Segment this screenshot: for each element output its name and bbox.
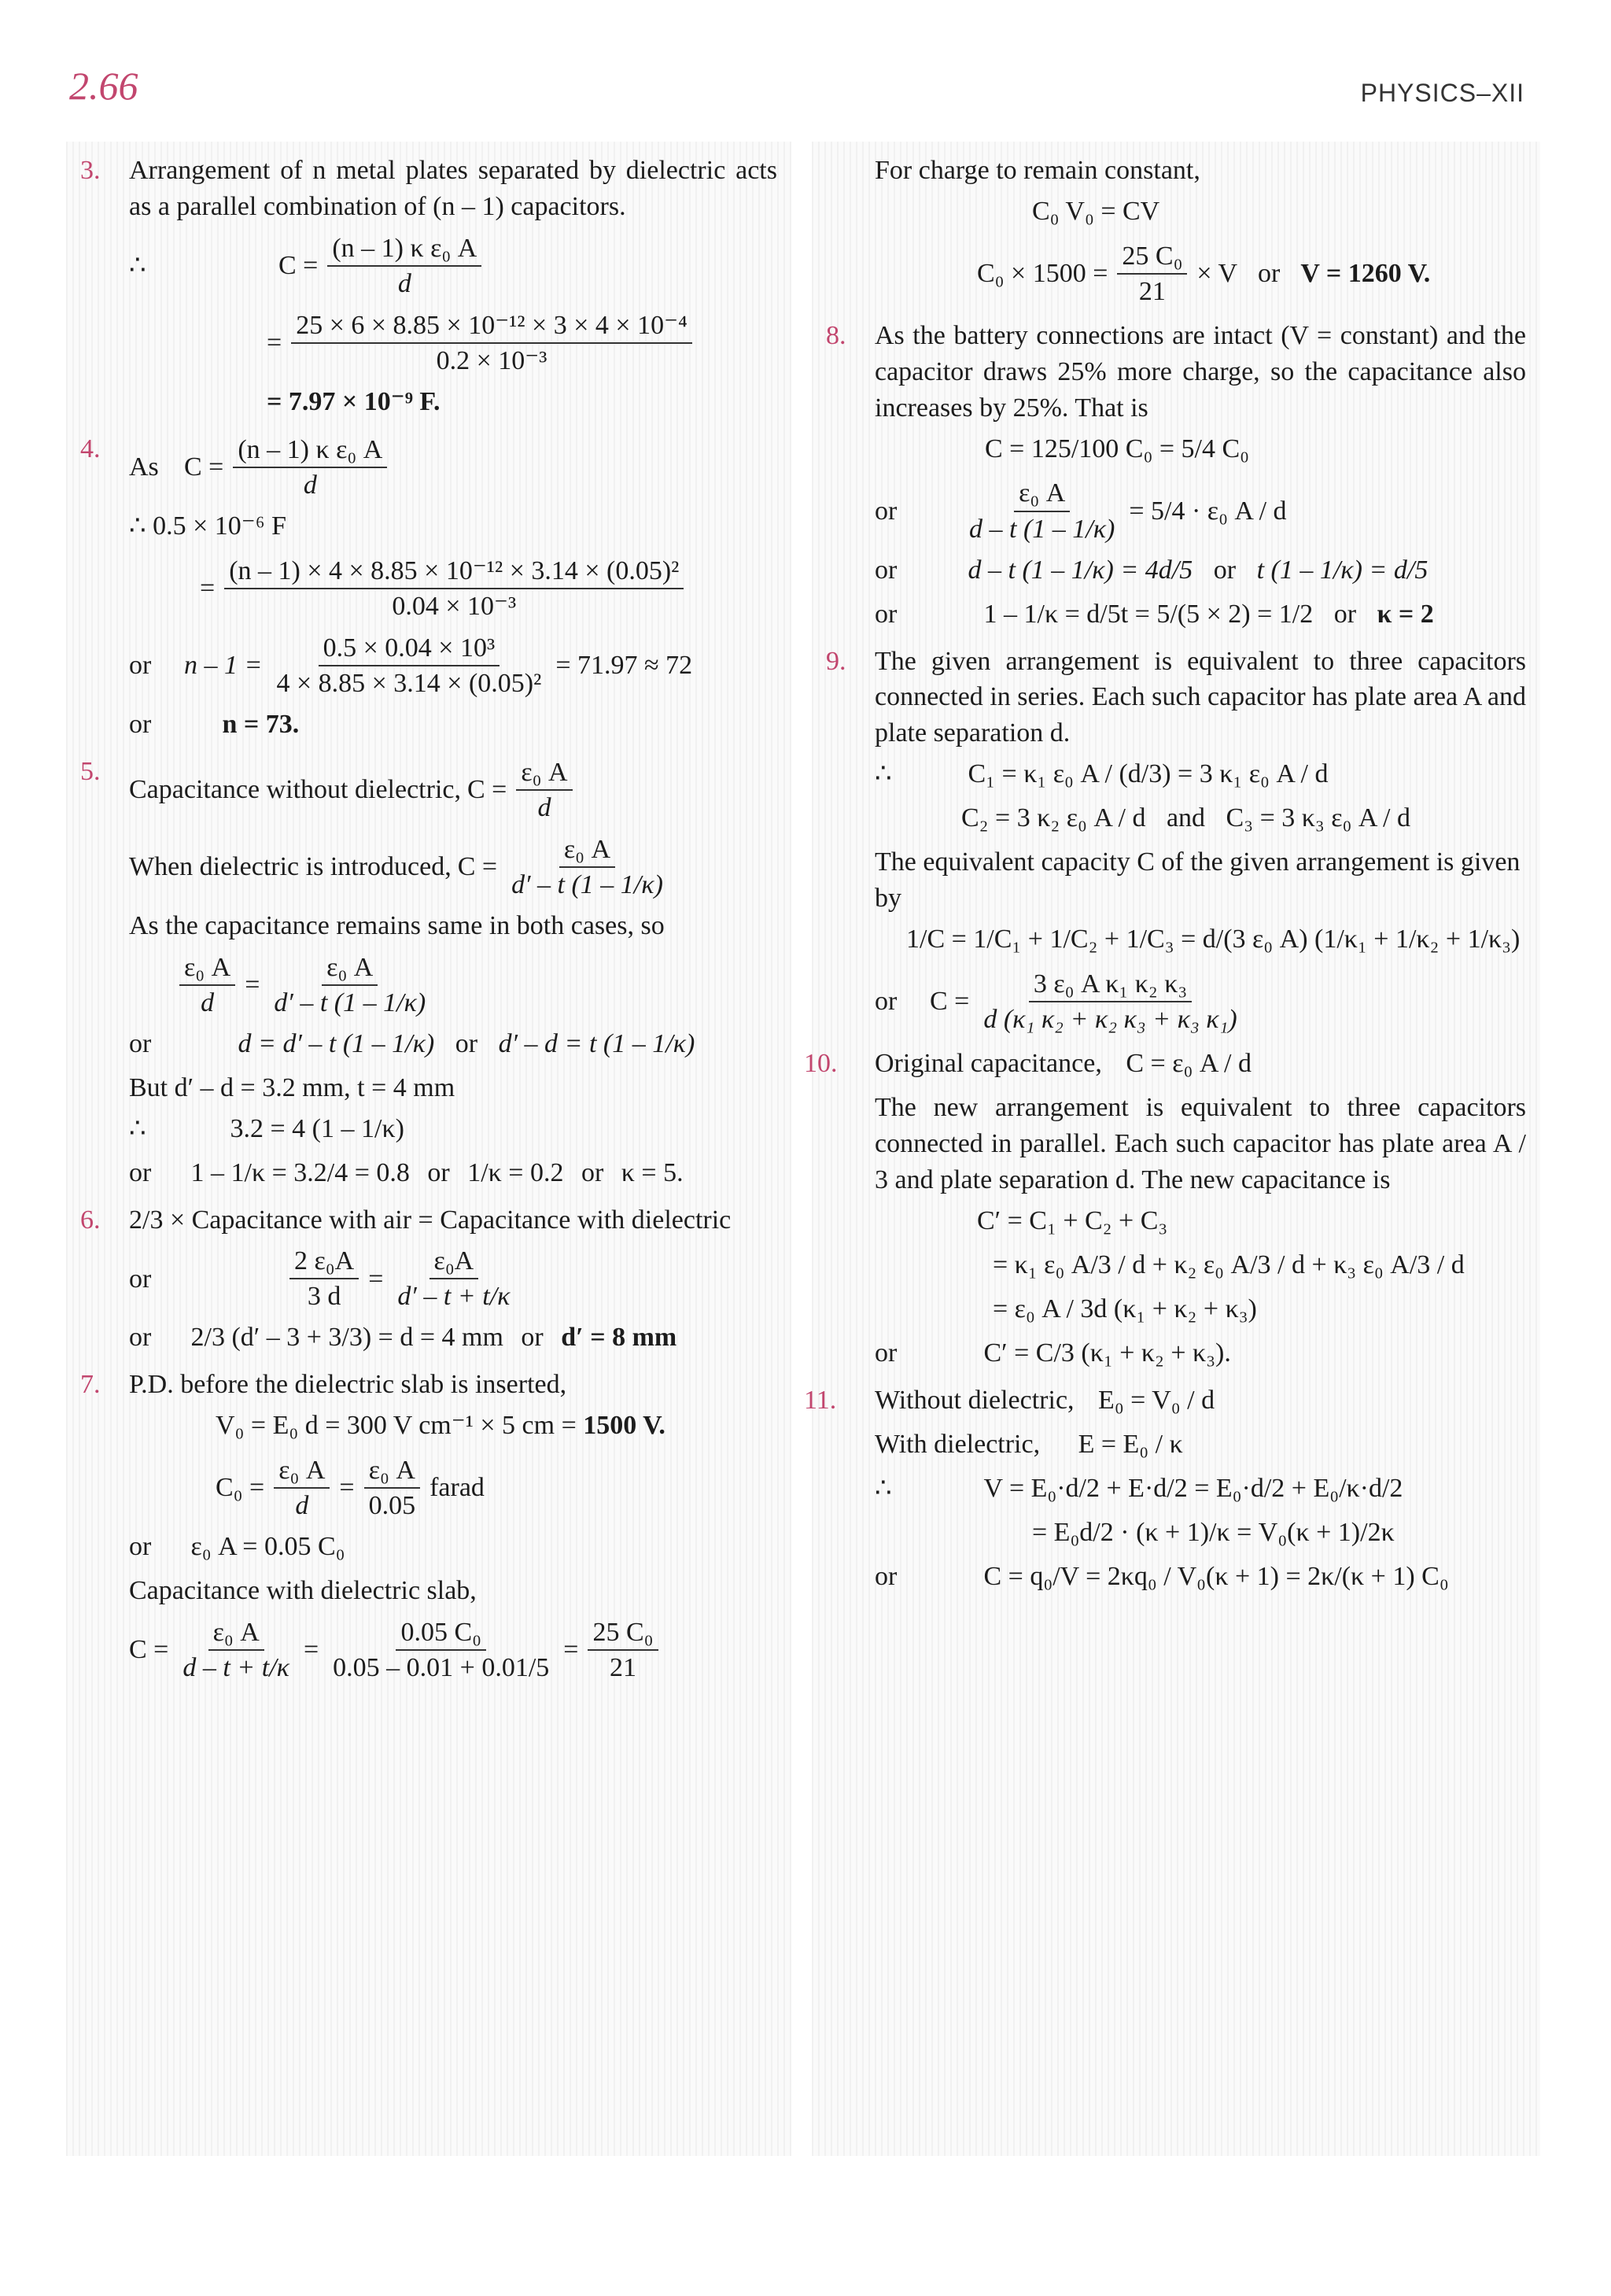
or-label: or	[875, 987, 898, 1017]
or-label: or	[581, 1157, 604, 1187]
equation: = ε₀ A / 3d (κ₁ + κ₂ + κ₃)	[993, 1294, 1257, 1323]
eq-text: C₁ = κ₁ ε₀ A / (d/3) = 3 κ₁ ε₀ A / d	[968, 759, 1329, 789]
equation: C = 125/100 C₀ = 5/4 C₀	[985, 434, 1249, 463]
numerator: 25 × 6 × 8.85 × 10⁻¹² × 3 × 4 × 10⁻⁴	[291, 310, 692, 344]
numerator: (n – 1) κ ε₀ A	[327, 233, 481, 267]
or-label: or	[129, 1532, 152, 1562]
equation	[129, 431, 777, 504]
fraction	[516, 757, 572, 823]
eq-text: C = ε₀ A / d	[1126, 1049, 1252, 1079]
fraction	[274, 1455, 330, 1521]
eq-text: ε₀ A = 0.05 C₀	[190, 1532, 345, 1562]
or-label: or	[875, 555, 898, 585]
result: κ = 2	[1377, 599, 1434, 629]
or-label: or	[521, 1323, 544, 1353]
equation	[875, 1559, 1526, 1598]
eq-lhs: n – 1 =	[184, 650, 263, 680]
eq-text: t (1 – 1/κ) = d/5	[1256, 555, 1429, 585]
page-number: 2.66	[69, 64, 138, 108]
eq-text: E₀ = V₀ / d	[1098, 1385, 1215, 1415]
numerator: (n – 1) × 4 × 8.85 × 10⁻¹² × 3.14 × (0.05)²	[224, 556, 684, 589]
result: d′ = 8 mm	[561, 1323, 677, 1353]
solution-text: The equivalent capacity C of the given arrangement is given by	[875, 847, 1521, 914]
numerator: 25 C₀	[588, 1617, 658, 1651]
fraction	[178, 1617, 294, 1683]
equation	[875, 756, 1526, 795]
equation	[875, 238, 1526, 310]
eq-text: 2/3 (d′ – 3 + 3/3) = d = 4 mm	[190, 1323, 503, 1353]
solution-number: 11.	[804, 1385, 837, 1415]
eq-text: V₀ = E₀ d = 300 V cm⁻¹ × 5 cm =	[216, 1411, 577, 1441]
eq-text: E = E₀ / κ	[1078, 1429, 1183, 1459]
or-label: or	[129, 1323, 152, 1353]
result: = 7.97 × 10⁻⁹ F.	[267, 386, 441, 416]
equation: $\frac{\text{ε₀ A}}{d}$ = $\frac{\text{ε₀ A}}{d' - t (1 - 1/\kappa)}$	[129, 949, 777, 1021]
eq-text: × V	[1196, 258, 1238, 288]
denominator: d (κ₁ κ₂ + κ₂ κ₃ + κ₃ κ₁)	[983, 1005, 1237, 1035]
subject-title: PHYSICS–XII	[1360, 79, 1524, 107]
solution-text: With dielectric,	[875, 1429, 1041, 1459]
and-label: and	[1166, 803, 1206, 833]
fraction	[271, 633, 546, 699]
equation: or $\frac{\text{2 ε₀A}}{3 d}$ = $\frac{\text{ε₀A}}{d' - t + t/\kappa}$	[129, 1242, 777, 1315]
eq-text: d = d′ – t (1 – 1/κ)	[238, 1028, 435, 1058]
equation: C = $\frac{\text{ε₀ A}}{d - t + t/\kappa}$ = $\frac{\text{0.05 C₀}}{0.05 - 0.01 + 0.01/5}$ = $\frac{\text{25 C₀}}{21}$	[129, 1614, 777, 1686]
or-label: or	[455, 1028, 478, 1058]
denominator: 0.05	[368, 1491, 416, 1521]
fraction	[964, 478, 1119, 544]
solution-10	[804, 1046, 1526, 1375]
equation	[875, 965, 1526, 1038]
equation	[875, 475, 1526, 548]
or-label: or	[1258, 258, 1281, 288]
result: 1500 V.	[583, 1411, 665, 1441]
solution-text: As the capacitance remains same in both cases, so	[129, 910, 665, 940]
or-label: or	[875, 599, 898, 629]
equation	[129, 1155, 777, 1194]
denominator: d	[201, 987, 215, 1017]
denominator: 4 × 8.85 × 3.14 × (0.05)²	[276, 668, 542, 698]
fraction	[328, 1617, 554, 1683]
eq-text: d′ – d = t (1 – 1/κ)	[498, 1028, 695, 1058]
solution-number: 3.	[80, 156, 101, 185]
unit: farad	[429, 1473, 485, 1503]
denominator: d	[295, 1491, 309, 1521]
denominator: d	[397, 268, 411, 298]
therefore-symbol: ∴	[875, 1473, 892, 1503]
solution-text: Original capacitance,	[875, 1049, 1102, 1079]
solution-text: Without dielectric,	[875, 1385, 1075, 1415]
equation	[129, 831, 777, 903]
equation	[129, 707, 777, 746]
solution-4	[80, 431, 777, 746]
equation	[216, 1408, 777, 1447]
eq-text: d – t (1 – 1/κ) = 4d/5	[968, 555, 1193, 585]
solution-text: But d′ – d = 3.2 mm, t = 4 mm	[129, 1072, 455, 1102]
fraction	[1117, 241, 1187, 307]
solution-7	[80, 1367, 777, 1686]
equation	[875, 1046, 1526, 1085]
equation	[129, 754, 777, 826]
fraction	[507, 834, 668, 900]
solution-text: Arrangement of n metal plates separated by dielectric acts as a parallel combination of (n – 1) capacitors.	[129, 156, 777, 221]
eq-lhs: C =	[129, 1635, 169, 1665]
equation: = κ₁ ε₀ A/3 / d + κ₂ ε₀ A/3 / d + κ₃ ε₀ A/3 / d	[993, 1250, 1465, 1279]
or-label: or	[875, 1561, 898, 1591]
equation	[961, 800, 1526, 840]
solution-text: As the battery connections are intact (V = constant) and the capacitor draws 25% more charge, so the capacitance also increases by 25%. That is	[875, 320, 1526, 423]
numerator: 3 ε₀ A κ₁ κ₂ κ₃	[1029, 969, 1192, 1002]
equation	[875, 1427, 1526, 1466]
eq-lhs: C =	[930, 987, 970, 1017]
or-label: or	[129, 1157, 152, 1187]
left-column	[66, 142, 791, 2156]
eq-lhs: C =	[184, 452, 224, 482]
equation	[875, 1382, 1526, 1422]
or-label: or	[427, 1157, 450, 1187]
denominator: 0.2 × 10⁻³	[436, 345, 547, 375]
denominator: 0.05 – 0.01 + 0.01/5	[333, 1653, 550, 1683]
fraction	[291, 310, 692, 376]
solution-text: Capacitance with dielectric slab,	[129, 1576, 477, 1606]
solution-text: P.D. before the dielectric slab is inserted,	[129, 1370, 567, 1400]
numerator: ε₀ A	[1014, 478, 1070, 511]
eq-result: = 71.97 ≈ 72	[555, 650, 693, 680]
equation	[875, 1471, 1526, 1510]
eq-text: C₃ = 3 κ₃ ε₀ A / d	[1226, 803, 1410, 833]
fraction	[269, 952, 430, 1018]
right-column	[804, 142, 1540, 2156]
eq-text: 1/κ = 0.2	[467, 1157, 564, 1187]
numerator: ε₀ A	[208, 1617, 264, 1651]
numerator: ε₀A	[429, 1246, 479, 1279]
solution-11	[804, 1382, 1526, 1598]
denominator: d′ – t (1 – 1/κ)	[274, 987, 426, 1017]
equation	[129, 629, 777, 702]
solution-number: 5.	[80, 756, 101, 786]
equation	[129, 1026, 777, 1065]
therefore-symbol: ∴	[129, 1113, 146, 1143]
fraction	[327, 233, 481, 299]
solution-9	[826, 644, 1526, 1038]
denominator: d – t + t/κ	[182, 1653, 289, 1683]
therefore-symbol: ∴	[129, 250, 146, 280]
solution-number: 6.	[80, 1205, 101, 1235]
fraction	[364, 1455, 421, 1521]
equation	[875, 552, 1526, 592]
equation: C₀ = $\frac{\text{ε₀ A}}{d}$ = $\frac{\text{ε₀ A}}{0.05}$ farad	[216, 1456, 485, 1521]
denominator: d – t (1 – 1/κ)	[969, 514, 1115, 544]
eq-lhs: C₀ =	[216, 1473, 265, 1503]
or-label: or	[129, 1028, 152, 1058]
eq-text: = 5/4 · ε₀ A / d	[1129, 496, 1287, 526]
eq-lhs: C =	[466, 774, 507, 804]
numerator: 2 ε₀A	[289, 1246, 359, 1279]
equation	[875, 1335, 1526, 1375]
solution-7-continued	[826, 153, 1526, 310]
denominator: 21	[609, 1653, 636, 1683]
denominator: d′ – t (1 – 1/κ)	[511, 869, 663, 899]
denominator: 0.04 × 10⁻³	[392, 591, 517, 621]
denominator: d′ – t + t/κ	[397, 1282, 511, 1312]
fraction	[179, 952, 235, 1018]
numerator: ε₀ A	[559, 834, 615, 868]
as-label: As	[129, 452, 159, 482]
numerator: ε₀ A	[179, 952, 235, 986]
numerator: ε₀ A	[322, 952, 378, 986]
eq-text: C₂ = 3 κ₂ ε₀ A / d	[961, 803, 1146, 833]
equation	[875, 596, 1526, 636]
or-label: or	[1213, 555, 1237, 585]
fraction	[979, 969, 1241, 1035]
eq-lhs: C₀ × 1500 =	[977, 258, 1108, 288]
solution-text: Capacitance without dielectric,	[129, 774, 461, 804]
eq-lhs: C =	[457, 851, 498, 881]
solution-number: 10.	[804, 1049, 838, 1079]
solution-text: 2/3 × Capacitance with air = Capacitance with dielectric	[129, 1205, 732, 1235]
denominator: d	[303, 470, 317, 500]
equation: C′ = C₁ + C₂ + C₃	[977, 1205, 1168, 1235]
or-label: or	[129, 1264, 152, 1294]
eq-text: 1 – 1/κ = d/5t = 5/(5 × 2) = 1/2	[983, 599, 1314, 629]
equation: 1/C = 1/C₁ + 1/C₂ + 1/C₃ = d/(3 ε₀ A) (1/κ₁ + 1/κ₂ + 1/κ₃)	[906, 925, 1521, 954]
numerator: ε₀ A	[516, 757, 572, 791]
fraction	[393, 1246, 514, 1312]
solution-text: When dielectric is introduced,	[129, 851, 452, 881]
fraction	[588, 1617, 658, 1683]
or-label: or	[875, 1338, 898, 1368]
fraction	[224, 556, 684, 622]
or-label: or	[875, 496, 898, 526]
eq-text: 1 – 1/κ = 3.2/4 = 0.8	[190, 1157, 410, 1187]
solution-number: 7.	[80, 1370, 101, 1400]
solution-number: 9.	[826, 646, 846, 676]
solution-3	[80, 153, 777, 423]
result: C′ = C/3 (κ₁ + κ₂ + κ₃).	[983, 1338, 1231, 1368]
numerator: ε₀ A	[274, 1455, 330, 1489]
numerator: ε₀ A	[364, 1455, 420, 1489]
solution-number: 4.	[80, 434, 101, 463]
therefore-symbol: ∴	[875, 759, 892, 789]
eq-lhs: C =	[278, 250, 319, 280]
or-label: or	[129, 650, 152, 680]
page-header	[0, 0, 1611, 149]
eq-text: 3.2 = 4 (1 – 1/κ)	[230, 1113, 404, 1143]
given-value: ∴ 0.5 × 10⁻⁶ F	[129, 511, 287, 541]
numerator: 0.5 × 0.04 × 10³	[319, 633, 500, 666]
eq-text: V = E₀·d/2 + E·d/2 = E₀·d/2 + E₀/κ·d/2	[983, 1473, 1403, 1503]
solution-text: For charge to remain constant,	[875, 156, 1200, 185]
solution-number: 8.	[826, 320, 846, 350]
solution-text: The new arrangement is equivalent to three capacitors connected in parallel. Each such capacitor has plate area A / 3 and plate separation d. The new capacitance is	[875, 1093, 1526, 1194]
result: κ = 5.	[621, 1157, 684, 1187]
result: n = 73.	[222, 709, 300, 739]
eq-text: C = q₀/V = 2κq₀ / V₀(κ + 1) = 2κ/(κ + 1) C₀	[983, 1561, 1449, 1591]
equation	[129, 1529, 777, 1568]
equation	[129, 1111, 777, 1150]
solution-6	[80, 1202, 777, 1360]
denominator: d	[537, 792, 551, 822]
fraction	[289, 1246, 359, 1312]
solution-8	[826, 318, 1526, 636]
equation	[129, 1320, 777, 1359]
equation: C₀ V₀ = CV	[1032, 196, 1160, 226]
equation: = $\frac{\text{25 × 6 × 8.85 × 10⁻¹² × 3 × 4 × 10⁻⁴}}{\text{0.2 × 10⁻³}}$	[129, 307, 777, 379]
numerator: (n – 1) κ ε₀ A	[233, 434, 387, 468]
fraction	[233, 434, 387, 500]
solution-5	[80, 754, 777, 1194]
solution-text: The given arrangement is equivalent to three capacitors connected in series. Each such capacitor has plate area A and plate separation d.	[875, 646, 1526, 748]
or-label: or	[129, 709, 152, 739]
equation: = E₀d/2 · (κ + 1)/κ = V₀(κ + 1)/2κ	[1032, 1517, 1395, 1547]
result: V = 1260 V.	[1300, 258, 1431, 288]
numerator: 0.05 C₀	[396, 1617, 486, 1651]
equation: = $\frac{\text{(n – 1) × 4 × 8.85 × 10⁻¹² × 3.14 × (0.05)²}}{\text{0.04 × 10⁻³}}$	[129, 552, 777, 625]
equation	[129, 230, 777, 302]
denominator: 3 d	[307, 1282, 341, 1312]
or-label: or	[1333, 599, 1357, 629]
numerator: 25 C₀	[1117, 241, 1187, 275]
denominator: 21	[1138, 276, 1166, 306]
